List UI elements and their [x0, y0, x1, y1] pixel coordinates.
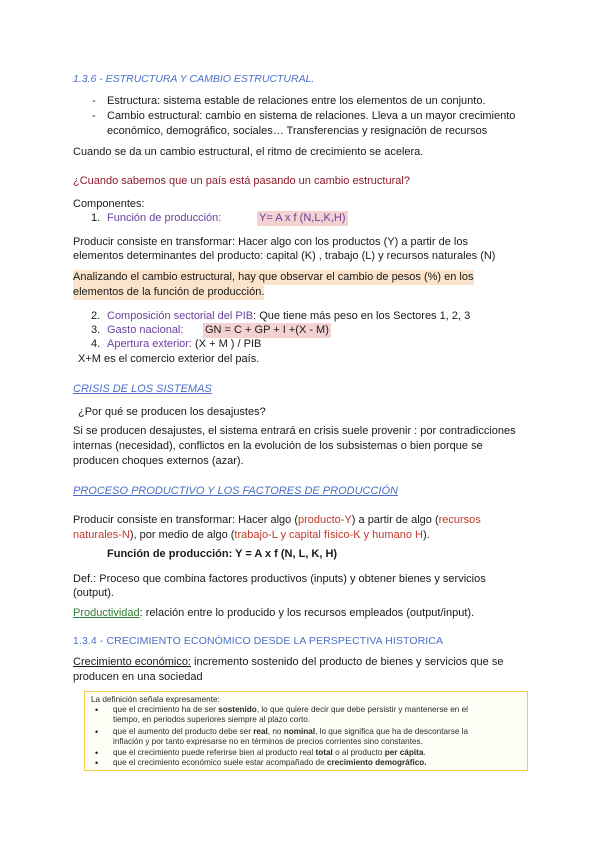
list-number: 3. — [91, 324, 101, 336]
text-segment: que el crecimiento económico suele estar acompañado de — [113, 758, 327, 767]
apertura-exterior-label: Apertura exterior: — [107, 338, 192, 350]
gasto-nacional-formula: GN = C + GP + I +(X - M) — [205, 324, 329, 336]
text-segment: ). — [422, 529, 430, 541]
bullet-estructura: Estructura: sistema estable de relaciones entre los elementos de un conjunto. — [107, 95, 486, 107]
bullet-dash: - — [92, 95, 96, 107]
crecimiento-definition-line-1 — [73, 655, 503, 670]
paragraph-producir-line-1 — [73, 513, 481, 528]
composicion-sectorial-text: : Que tiene más peso en los Sectores 1, 2, 3 — [253, 310, 471, 322]
paragraph-ritmo: Cuando se da un cambio estructural, el ritmo de crecimiento se acelera. — [73, 146, 424, 158]
bullet-dash: - — [92, 110, 96, 122]
text-segment: que el crecimiento puede referirse bien al producto real — [113, 748, 316, 757]
bold-term: sostenido — [218, 705, 257, 714]
excerpt-bullet-real — [113, 727, 468, 737]
componentes-label: Componentes: — [73, 198, 145, 210]
bullet-cambio-estructural: Cambio estructural: cambio en sistema de relaciones. Lleva a un mayor crecimiento — [107, 110, 516, 122]
productividad-definition: : relación entre lo producido y los recursos empleados (output/input). — [139, 607, 475, 619]
bold-term: total — [315, 748, 333, 757]
definition-proceso-2: (output). — [73, 587, 114, 599]
highlight-analizando-1: Analizando el cambio estructural, hay que observar el cambio de pesos (%) en los — [73, 271, 474, 283]
section-heading-estructura: 1.3.6 - ESTRUCTURA Y CAMBIO ESTRUCTURAL. — [73, 73, 315, 85]
producto-term: producto-Y — [297, 514, 352, 526]
excerpt-intro: La definición señala expresamente: — [91, 695, 220, 704]
composicion-sectorial-line — [107, 309, 470, 324]
bold-term: per cápita — [384, 748, 424, 757]
excerpt-bullet-real-cont: inflación y por tanto expresarse no en términos de precios corrientes sino constantes. — [113, 737, 423, 746]
paragraph-producir-line-2 — [73, 528, 430, 543]
text-segment: que el crecimiento ha de ser — [113, 705, 219, 714]
funcion-produccion-label: Función de producción: — [107, 212, 222, 224]
definition-excerpt-box — [84, 691, 528, 771]
apertura-exterior-line — [107, 337, 261, 352]
formula-funcion-produccion: Función de producción: Y = A x f (N, L, K, H) — [107, 548, 338, 560]
crecimiento-definition: incremento sostenido del producto de bienes y servicios que se — [191, 656, 504, 668]
list-number: 1. — [91, 212, 101, 224]
text-segment: ), por medio de algo ( — [129, 529, 235, 541]
bold-term: nominal — [283, 727, 316, 736]
section-heading-crecimiento: 1.3.4 - CRECIMIENTO ECONÓMICO DESDE LA PERSPECTIVA HISTORICA — [73, 635, 444, 647]
bold-term: crecimiento demográfico. — [326, 758, 427, 767]
excerpt-bullet-sostenido-cont: tiempo, en periodos superiores siempre al plazo corto. — [113, 715, 311, 724]
crecimiento-definition-line-2: producen en una sociedad — [73, 671, 203, 683]
text-segment: o al producto — [332, 748, 385, 757]
gasto-nacional-label: Gasto nacional: — [107, 324, 184, 336]
paragraph-desajustes-1: Si se producen desajustes, el sistema entrará en crisis suele provenir : por contradicciones — [73, 425, 516, 437]
paragraph-desajustes-2: internas (necesidad), conflictos en la evolución de los subsistemas o bien porque se — [73, 440, 483, 452]
text-segment: . — [423, 748, 426, 757]
excerpt-bullet-sostenido — [113, 705, 468, 715]
text-segment: Producir consiste en transformar: Hacer algo ( — [73, 514, 298, 526]
paragraph-producir-2: elementos determinantes del producto: capital (K) , trabajo (L) y recursos naturales (N) — [73, 250, 496, 262]
bullet-dot: • — [95, 727, 99, 737]
productividad-term: Productividad — [73, 607, 140, 619]
text-segment: , lo que significa que ha de descontarse la — [315, 727, 469, 736]
section-heading-crisis: CRISIS DE LOS SISTEMAS — [73, 383, 212, 395]
question-cambio-estructural: ¿Cuando sabemos que un país está pasando un cambio estructural? — [73, 175, 410, 187]
paragraph-producir-1: Producir consiste en transformar: Hacer algo con los productos (Y) a partir de los — [73, 236, 468, 248]
recursos-term: recursos — [438, 514, 481, 526]
section-heading-proceso-productivo: PROCESO PRODUCTIVO Y LOS FACTORES DE PRODUCCIÓN — [73, 485, 398, 497]
apertura-exterior-text: (X + M ) / PIB — [191, 338, 262, 350]
bullet-dot: • — [95, 705, 99, 715]
text-segment: , no — [267, 727, 284, 736]
factores-term: trabajo-L y capital físico-K y humano H — [234, 529, 423, 541]
funcion-produccion-formula: Y= A x f (N,L,K,H) — [259, 212, 346, 224]
list-number: 2. — [91, 310, 101, 322]
excerpt-bullet-total — [113, 748, 426, 758]
highlight-analizando-2: elementos de la función de producción. — [73, 286, 265, 298]
note-comercio-exterior: X+M es el comercio exterior del país. — [78, 353, 260, 365]
definition-proceso-1: Def.: Proceso que combina factores productivos (inputs) y obtener bienes y servicios — [73, 573, 486, 585]
recursos-term-cont: naturales-N — [73, 529, 130, 541]
bold-term: real — [253, 727, 268, 736]
productividad-line — [73, 606, 474, 621]
excerpt-bullet-demografico — [113, 758, 427, 768]
text-segment: ) a partir de algo ( — [351, 514, 439, 526]
paragraph-desajustes-3: producen choques externos (azar). — [73, 455, 244, 467]
question-desajustes: ¿Por qué se producen los desajustes? — [78, 406, 266, 418]
bullet-dot: • — [95, 758, 99, 768]
composicion-sectorial-label: Composición sectorial del PIB — [107, 310, 254, 322]
text-segment: , lo que quiere decir que debe persistir y mantenerse en el — [256, 705, 468, 714]
crecimiento-term: Crecimiento económico: — [73, 656, 191, 668]
text-segment: que el aumento del producto debe ser — [113, 727, 254, 736]
list-number: 4. — [91, 338, 101, 350]
bullet-dot: • — [95, 748, 99, 758]
bullet-cambio-estructural-cont: económico, demográfico, sociales… Transferencias y resignación de recursos — [107, 125, 488, 137]
